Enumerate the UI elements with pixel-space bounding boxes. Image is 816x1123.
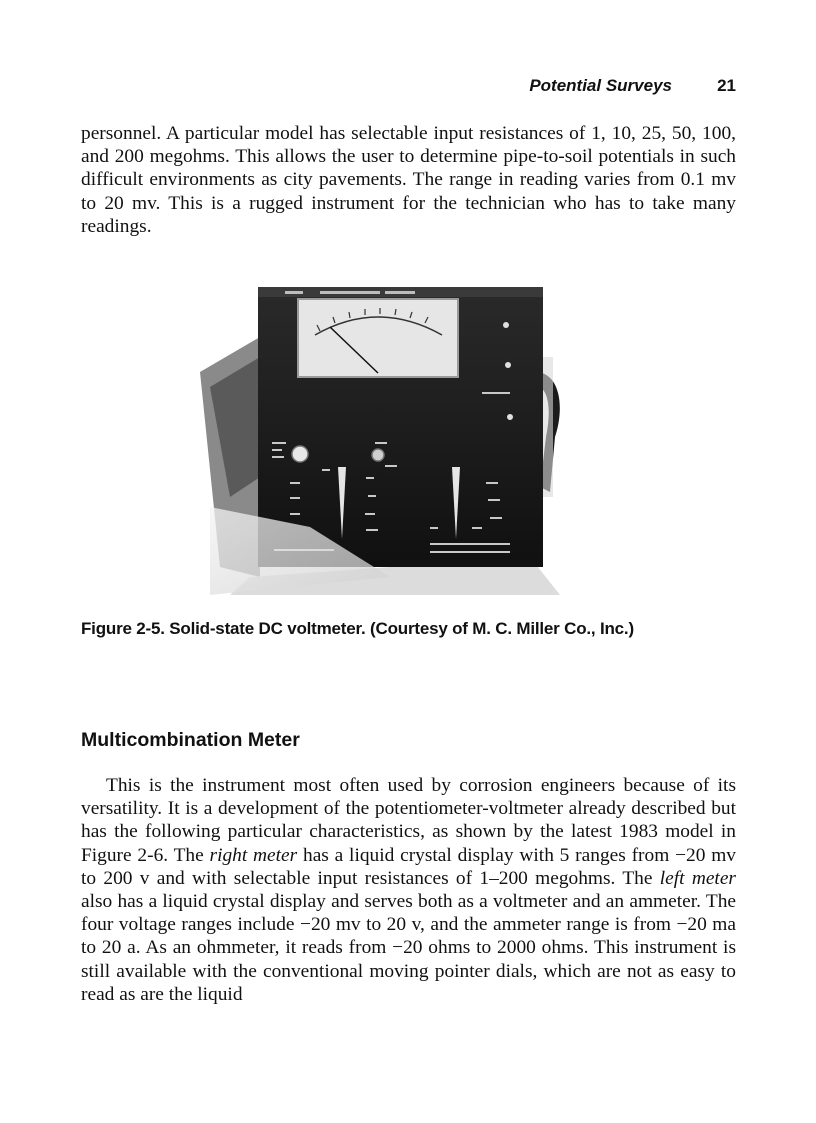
emphasis-left-meter: left meter: [659, 867, 736, 889]
emphasis-right-meter: right meter: [209, 844, 298, 866]
push-to-zero-button: [292, 446, 308, 462]
section-heading: Multicombination Meter: [81, 729, 300, 751]
figure-voltmeter-photo: [190, 277, 560, 595]
paragraph-text: also has a liquid crystal display and serves both as a voltmeter and an ammeter. The four voltage ranges include −20 mv to 20 v, and the ammeter range is from −20 ma to 20 a. As an ohmmeter, it reads from −20 ohms to 2000 ohms. This instrument is still available with the conventional moving pointer dials, which are not as easy to read as are the liquid: [81, 891, 736, 1005]
figure-caption-text: Solid-state DC voltmeter. (Courtesy of M. C. Miller Co., Inc.): [169, 619, 634, 638]
running-title: Potential Surveys: [529, 76, 672, 95]
paragraph-text: This is the instrument most often used by corrosion engineers because of its versatility. It is a development of the potentiometer-voltmeter already described but has the following particular characteristics, as shown by the latest 1983 model in Figure 2-6. The: [81, 775, 736, 866]
figure-caption: [81, 618, 736, 640]
page-header: [81, 74, 736, 98]
analog-meter-window: [298, 299, 458, 377]
page-number: 21: [717, 76, 736, 95]
figure-label: Figure 2-5.: [81, 619, 165, 638]
zero-adjust-knob: [372, 449, 384, 461]
paragraph-text: has a liquid crystal display with 5 ranges from −20 mv to 200 v and with selectable input resistances of 1–200 megohms. The: [81, 844, 736, 889]
voltmeter-photo-illustration: [190, 277, 560, 595]
paragraph-intro: personnel. A particular model has selectable input resistances of 1, 10, 25, 50, 100, and 200 megohms. This allows the user to determine pipe-to-soil potentials in such difficult environments as city pavements. The range in reading varies from 0.1 mv to 20 mv. This is a rugged instrument for the technician who has to take many readings.: [81, 123, 736, 237]
paragraph-multicombination: [81, 774, 736, 1006]
